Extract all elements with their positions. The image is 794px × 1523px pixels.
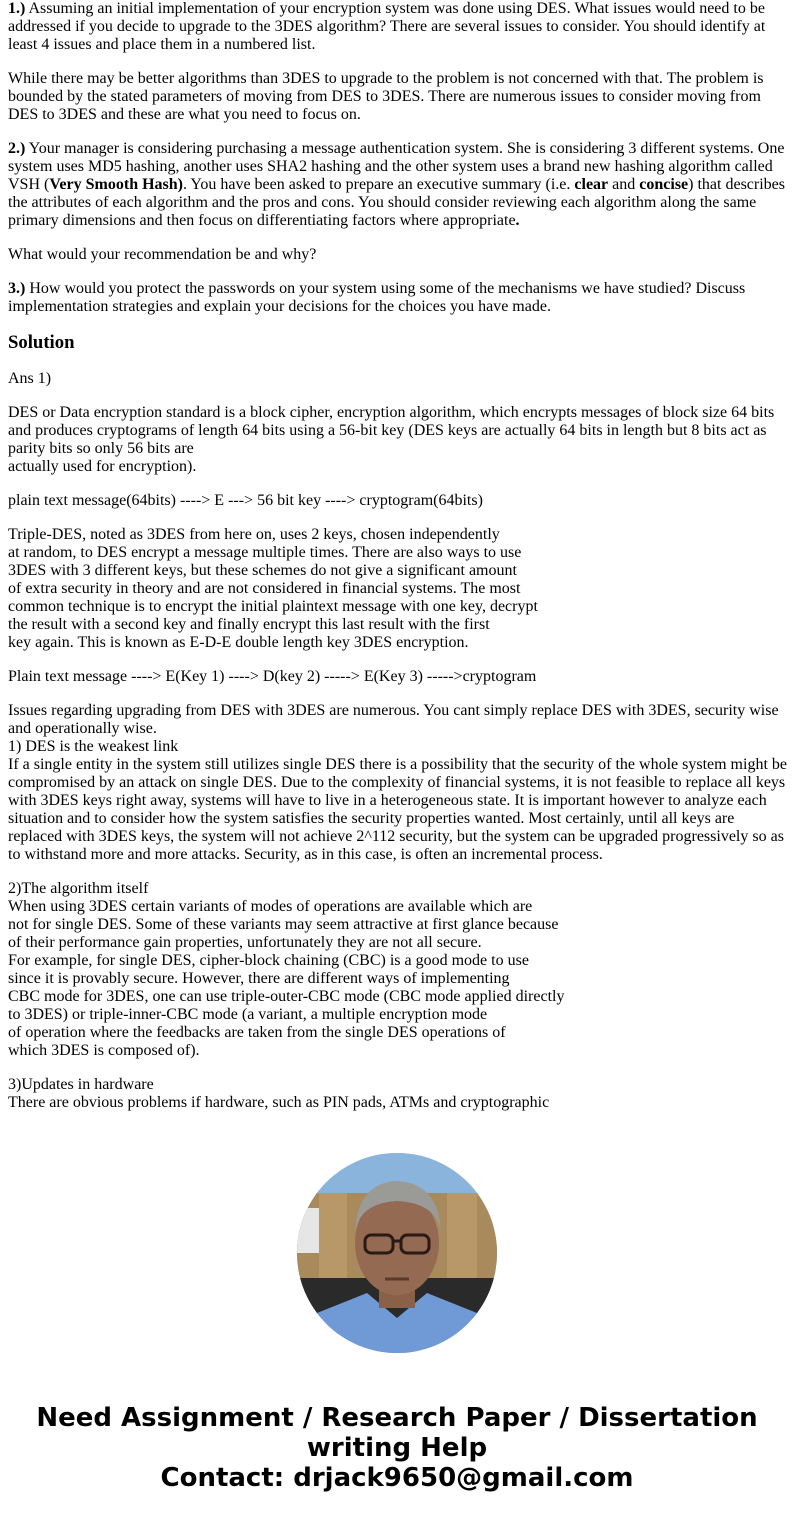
tdes-description <box>8 526 788 652</box>
tdes-line: Triple-DES, noted as 3DES from here on, uses 2 keys, chosen independently <box>8 526 500 543</box>
issue-2-line: not for single DES. Some of these variants may seem attractive at first glance because <box>8 916 559 933</box>
question-1-text: Assuming an initial implementation of your encryption system was done using DES. What issues would need to be addressed if you decide to upgrade to the 3DES algorithm? There are several issues to consider. You should identify at least 4 issues and place them in a numbered list. <box>8 0 766 53</box>
issue-3-body: There are obvious problems if hardware, such as PIN pads, ATMs and cryptographic <box>8 1094 550 1111</box>
question-2-text-c: and <box>608 176 640 193</box>
solution-heading: Solution <box>8 332 75 353</box>
question-2-bold-vsh: Very Smooth Hash) <box>49 176 183 193</box>
question-2-followup: What would your recommendation be and why? <box>8 246 317 263</box>
issue-2-title: 2)The algorithm itself <box>8 880 149 897</box>
issue-1-title: 1) DES is the weakest link <box>8 738 179 755</box>
issue-2-line: When using 3DES certain variants of modes of operations are available which are <box>8 898 533 915</box>
question-2-text-a: Your manager is considering purchasing a message authentication system. She is considering 3 different systems. One system uses MD5 hashing, another uses SHA2 hashing and the other system uses a brand new hashing algorithm called VSH ( <box>8 140 785 193</box>
issue-2-line: to 3DES) or triple-inner-CBC mode (a variant, a multiple encryption mode <box>8 1006 488 1023</box>
question-2-number: 2.) <box>8 140 26 157</box>
question-1-note: While there may be better algorithms than 3DES to upgrade to the problem is not concerned with that. The problem is bounded by the stated parameters of moving from DES to 3DES. There are numerous issues to consider moving from DES to 3DES and these are what you need to focus on. <box>8 70 764 123</box>
question-3 <box>8 280 788 316</box>
tdes-flow: Plain text message ----> E(Key 1) ----> D(key 2) -----> E(Key 3) ----->cryptogram <box>8 668 537 685</box>
tdes-line: at random, to DES encrypt a message multiple times. There are also ways to use <box>8 544 522 561</box>
issues-section <box>8 702 788 864</box>
des-intro <box>8 404 788 476</box>
promo-banner <box>0 1403 794 1493</box>
promo-line-2: writing Help <box>306 1433 488 1463</box>
issue-2-section <box>8 880 788 1060</box>
question-2-text-d: ) that describes the attributes of each algorithm and the pros and cons. You should consider reviewing each algorithm along the same primary dimensions and then focus on differentiating factors where appropriate <box>8 176 785 229</box>
promo-line-1: Need Assignment / Research Paper / Dissertation <box>36 1403 758 1433</box>
author-portrait-icon <box>297 1153 497 1353</box>
tdes-line: key again. This is known as E-D-E double length key 3DES encryption. <box>8 634 469 651</box>
tdes-line: of extra security in theory and are not considered in financial systems. The most <box>8 580 521 597</box>
question-3-number: 3.) <box>8 280 26 297</box>
issue-3-section <box>8 1076 788 1112</box>
question-1-number: 1.) <box>8 0 26 17</box>
tdes-line: common technique is to encrypt the initial plaintext message with one key, decrypt <box>8 598 538 615</box>
issue-2-line: For example, for single DES, cipher-block chaining (CBC) is a good mode to use <box>8 952 529 969</box>
author-avatar <box>297 1153 497 1353</box>
issue-2-line: of their performance gain properties, unfortunately they are not all secure. <box>8 934 482 951</box>
des-intro-line: DES or Data encryption standard is a block cipher, encryption algorithm, which encrypts messages of block size 64 bits and produces cryptograms of length 64 bits using a 56-bit key (DES keys are actually 64 bits in length but 8 bits act as parity bits so only 56 bits are <box>8 404 775 457</box>
document-content <box>8 0 788 1122</box>
tdes-line: the result with a second key and finally encrypt this last result with the first <box>8 616 490 633</box>
tdes-line: 3DES with 3 different keys, but these schemes do not give a significant amount <box>8 562 517 579</box>
des-intro-line: actually used for encryption). <box>8 458 197 475</box>
question-2-bold-concise: concise <box>639 176 689 193</box>
question-3-text: How would you protect the passwords on your system using some of the mechanisms we have studied? Discuss implementation strategies and explain your decisions for the choices you have made. <box>8 280 746 315</box>
question-2-period: . <box>515 212 520 229</box>
issue-3-title: 3)Updates in hardware <box>8 1076 154 1093</box>
question-2-bold-clear: clear <box>574 176 609 193</box>
issue-2-line: CBC mode for 3DES, one can use triple-outer-CBC mode (CBC mode applied directly <box>8 988 565 1005</box>
answer-label: Ans 1) <box>8 370 52 387</box>
question-2 <box>8 140 788 230</box>
promo-contact: Contact: drjack9650@gmail.com <box>160 1463 634 1493</box>
issues-intro: Issues regarding upgrading from DES with 3DES are numerous. You cant simply replace DES with 3DES, security wise and operationally wise. <box>8 702 779 737</box>
issue-2-line: since it is provably secure. However, there are different ways of implementing <box>8 970 510 987</box>
question-1 <box>8 0 788 54</box>
issue-2-line: which 3DES is composed of). <box>8 1042 200 1059</box>
issue-1-body: If a single entity in the system still utilizes single DES there is a possibility that the security of the whole system might be compromised by an attack on single DES. Due to the complexity of financial systems, it is not feasible to replace all keys with 3DES keys right away, systems will have to live in a heterogeneous state. It is important however to analyze each situation and to consider how the system satisfies the security properties wanted. Most certainly, until all keys are replaced with 3DES keys, the system will not achieve 2^112 security, but the system can be upgraded progressively so as to withstand more and more attacks. Security, as in this case, is often an incremental process. <box>8 756 787 863</box>
des-flow: plain text message(64bits) ----> E ---> 56 bit key ----> cryptogram(64bits) <box>8 492 483 509</box>
question-2-text-b: . You have been asked to prepare an executive summary (i.e. <box>182 176 575 193</box>
issue-2-line: of operation where the feedbacks are taken from the single DES operations of <box>8 1024 506 1041</box>
